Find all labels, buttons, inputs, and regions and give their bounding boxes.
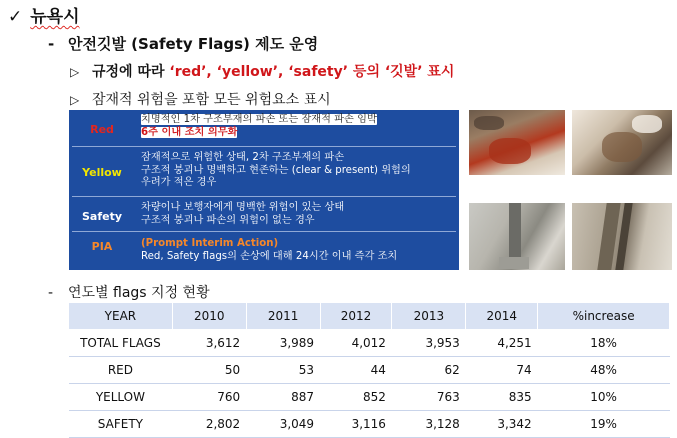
table-row-yellow xyxy=(69,384,670,411)
flag-label-pia: PIA xyxy=(91,240,113,253)
flag-desc-safety: 차량이나 보행자에게 명백한 위험이 있는 상태 구조적 붕괴나 파손의 위험이 없는 경우 xyxy=(141,202,345,226)
table-row-total xyxy=(69,330,670,357)
table-cell: 3,953 xyxy=(392,330,466,357)
row-label: YELLOW xyxy=(69,384,173,411)
table-header-cell: 2014 xyxy=(466,303,538,330)
flags-by-year-table xyxy=(68,302,670,438)
table-cell: 53 xyxy=(246,357,320,384)
table-header-cell: 2012 xyxy=(320,303,392,330)
row-label: TOTAL FLAGS xyxy=(69,330,173,357)
flag-definitions-box xyxy=(69,110,459,270)
flag-desc-red: 치명적인 1차 구조부재의 파손 또는 잠재적 파손 임박 6주 이내 조치 의무화 xyxy=(141,114,377,138)
table-cell: 4,251 xyxy=(466,330,538,357)
table-cell: 18% xyxy=(538,330,670,357)
divider xyxy=(72,196,456,197)
table-cell: 3,049 xyxy=(246,411,320,438)
row-label: RED xyxy=(69,357,173,384)
table-cell: 760 xyxy=(172,384,246,411)
table-header-cell: 2010 xyxy=(172,303,246,330)
table-cell: 44 xyxy=(320,357,392,384)
table-cell: 3,116 xyxy=(320,411,392,438)
table-cell: 10% xyxy=(538,384,670,411)
flag-label-yellow: Yellow xyxy=(82,166,122,179)
table-cell: 50 xyxy=(172,357,246,384)
bullet-all-hazards: ▷ 잠재적 위험을 포함 모든 위험요소 표시 xyxy=(70,92,331,108)
flag-label-red: Red xyxy=(90,123,114,136)
table-row-safety xyxy=(69,411,670,438)
photo-rusted-beam xyxy=(469,110,565,175)
heading-title: 뉴욕시 xyxy=(30,7,80,27)
table-cell: 3,989 xyxy=(246,330,320,357)
table-header-cell: 2013 xyxy=(392,303,466,330)
checkmark-icon: ✓ xyxy=(8,7,23,27)
triangle-bullet-icon: ▷ xyxy=(70,65,80,79)
table-header-cell: %increase xyxy=(538,303,670,330)
flag-label-safety: Safety xyxy=(81,210,123,223)
flag-desc-yellow: 잠재적으로 위험한 상태, 2차 구조부재의 파손 구조적 붕괴나 명백하고 현존하는 (clear & present) 위험의 우려가 적은 경우 xyxy=(141,152,411,188)
table-row-red xyxy=(69,357,670,384)
table-cell: 3,128 xyxy=(392,411,466,438)
divider xyxy=(72,231,456,232)
photo-corroded-girder xyxy=(572,110,672,175)
table-cell: 852 xyxy=(320,384,392,411)
table-header-cell: YEAR xyxy=(69,303,173,330)
table-cell: 835 xyxy=(466,384,538,411)
photo-sidewalk-column xyxy=(469,203,565,270)
section-title-yearly-flags: - 연도별 flags 지정 현황 xyxy=(48,285,210,301)
table-cell: 48% xyxy=(538,357,670,384)
table-cell: 2,802 xyxy=(172,411,246,438)
section-title-safety-flags: - 안전깃발 (Safety Flags) 제도 운영 xyxy=(48,35,319,53)
triangle-bullet-icon: ▷ xyxy=(70,93,80,107)
table-cell: 4,012 xyxy=(320,330,392,357)
page-heading xyxy=(8,2,80,27)
table-cell: 3,612 xyxy=(172,330,246,357)
table-cell: 74 xyxy=(466,357,538,384)
table-cell: 62 xyxy=(392,357,466,384)
table-cell: 887 xyxy=(246,384,320,411)
divider xyxy=(72,146,456,147)
bullet-regulation: ▷ 규정에 따라 ‘red’, ‘yellow’, ‘safety’ 등의 ‘깃발’ 표시 xyxy=(70,64,455,80)
table-cell: 3,342 xyxy=(466,411,538,438)
row-label: SAFETY xyxy=(69,411,173,438)
table-header-row xyxy=(69,303,670,330)
table-cell: 19% xyxy=(538,411,670,438)
table-cell: 763 xyxy=(392,384,466,411)
photo-steel-rail xyxy=(572,203,672,270)
flag-desc-pia: (Prompt Interim Action) Red, Safety flags의 손상에 대해 24시간 이내 즉각 조치 xyxy=(141,238,398,262)
table-header-cell: 2011 xyxy=(246,303,320,330)
